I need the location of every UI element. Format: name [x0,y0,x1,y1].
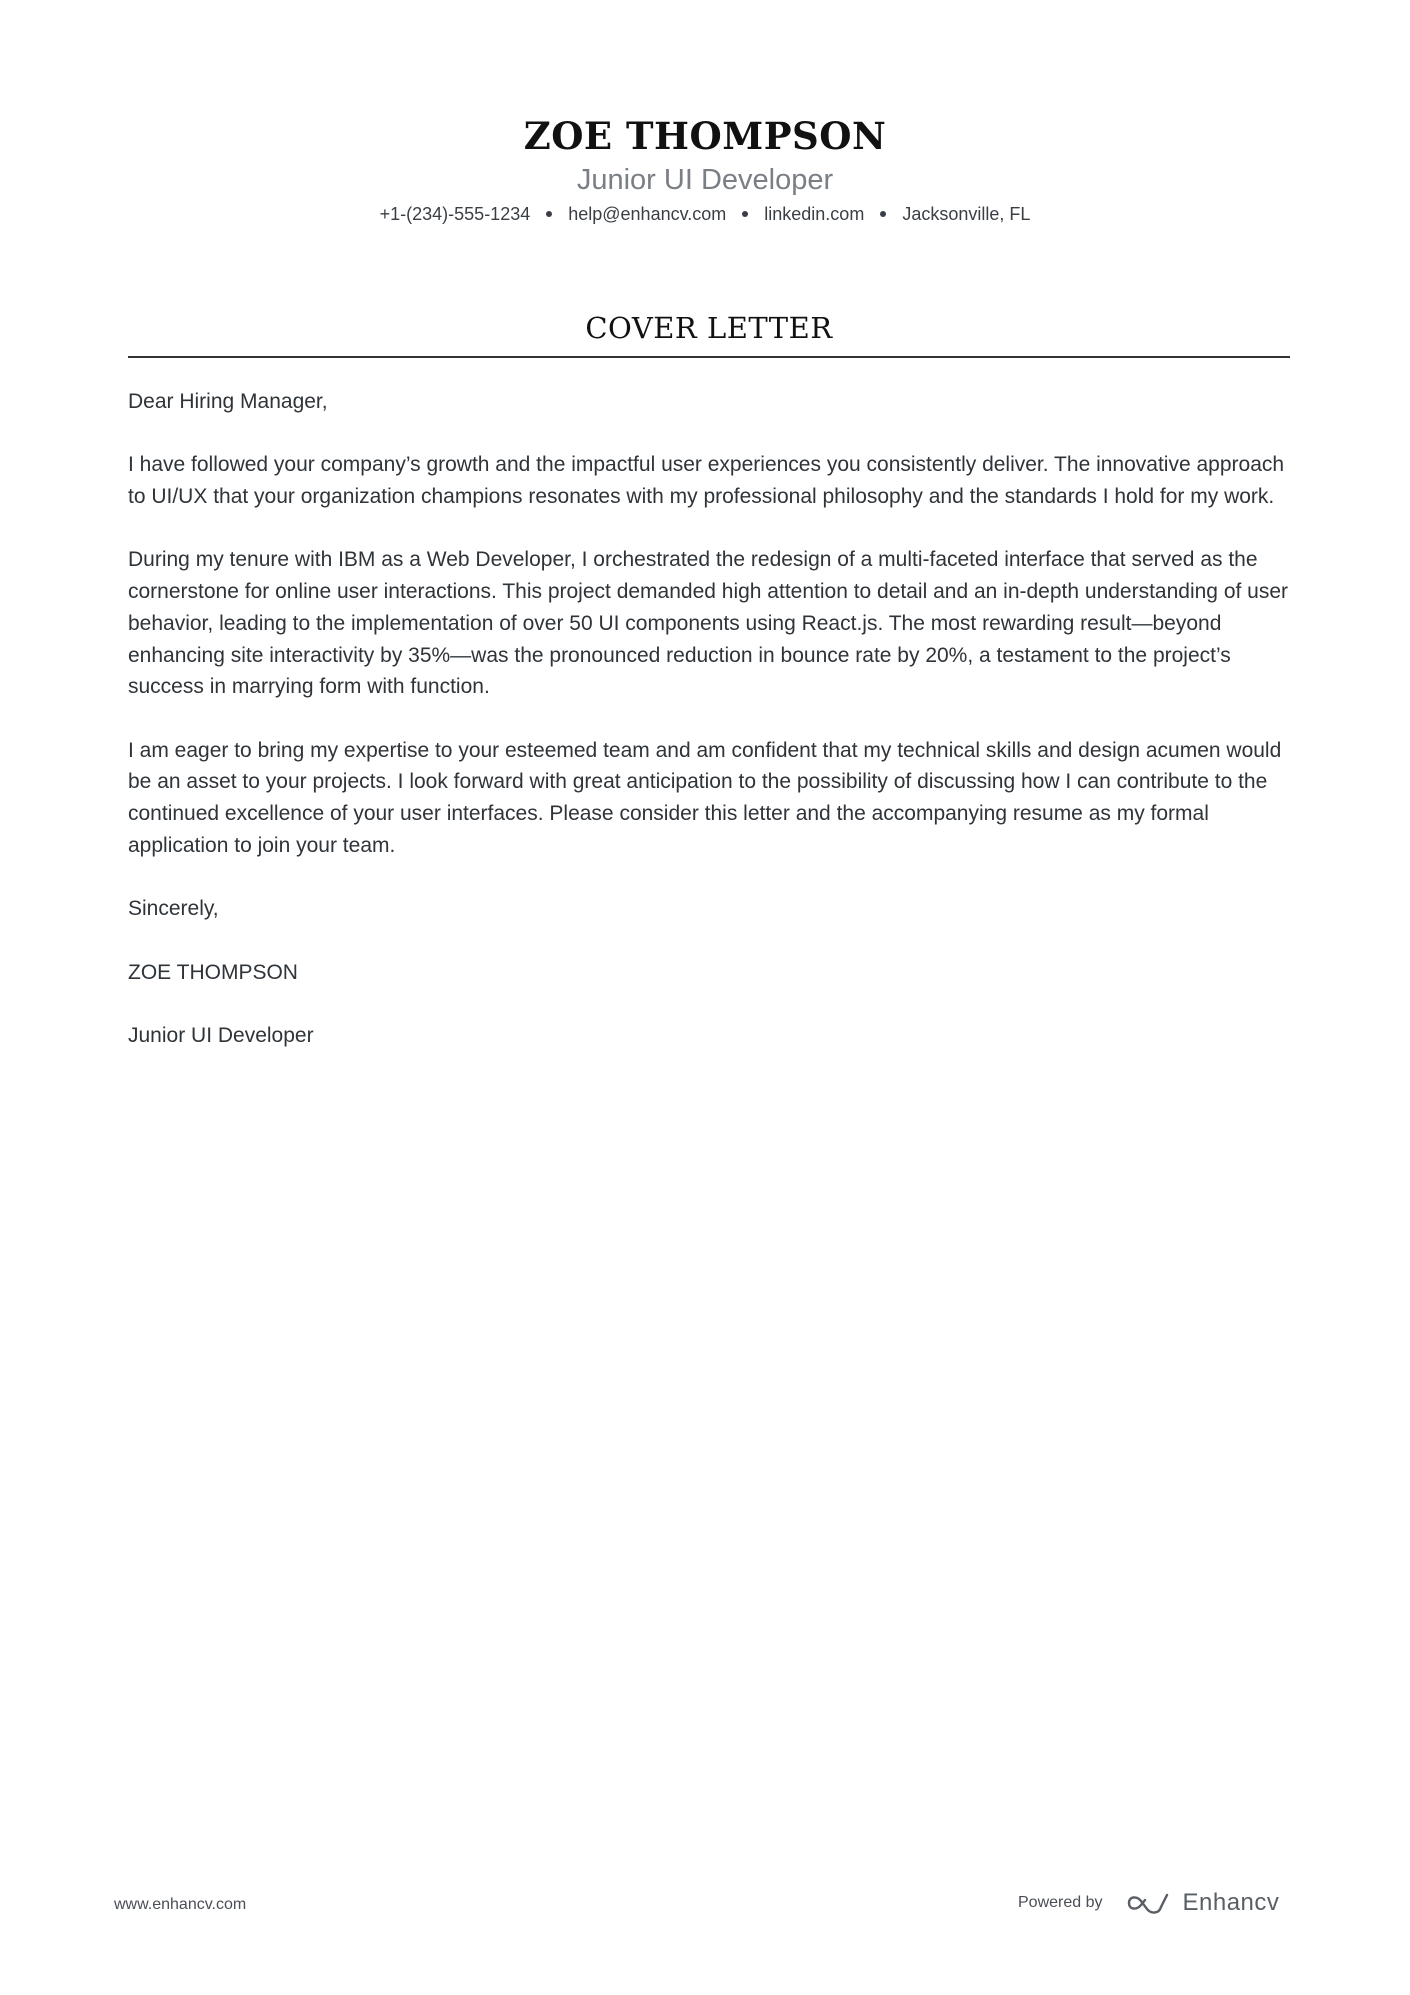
enhancv-logo-icon [1127,1891,1173,1915]
letter-paragraph: During my tenure with IBM as a Web Developer, I orchestrated the redesign of a multi-faceted interface that served as the cornerstone for online user interactions. This project demanded high attention to detail and an in-depth understanding of user behavior, leading to the implementation of over 50 UI components using React.js. The most rewarding result—beyond enhancing site interactivity by 35%—was the pronounced reduction in bounce rate by 20%, a testament to the project’s success in marrying form with function. [128,548,1289,699]
letter-greeting: Dear Hiring Manager, [128,390,328,413]
letter-header [0,112,1410,226]
section-title: COVER LETTER [585,311,833,345]
bullet-separator [742,211,748,217]
applicant-name: ZOE THOMPSON [523,114,887,158]
bullet-separator [880,211,886,217]
contact-linkedin[interactable]: linkedin.com [764,204,865,224]
letter-closing: Sincerely, [128,897,219,921]
brand-name: Enhancv [1182,1889,1280,1916]
contact-line [0,202,1410,226]
letter-body [128,386,1290,1083]
applicant-role: Junior UI Developer [576,164,834,196]
footer-website-link[interactable]: www.enhancv.com [114,1896,247,1913]
contact-phone: +1-(234)-555-1234 [379,204,531,224]
brand-logo [1127,1889,1280,1917]
letter-paragraph: I have followed your company’s growth and the impactful user experiences you consistently deliver. The innovative approach to UI/UX that your organization champions resonates with my professional philosophy and the standards I hold for my work. [128,453,1285,509]
section-divider [128,356,1290,358]
contact-location: Jacksonville, FL [902,204,1031,224]
signature-name: ZOE THOMPSON [128,960,298,984]
bullet-separator [546,211,552,217]
letter-paragraph: I am eager to bring my expertise to your esteemed team and am confident that my technical skills and design acumen would be an asset to your projects. I look forward with great anticipation to the possibility of discussing how I can contribute to the continued excellence of your user interfaces. Please consider this letter and the accompanying resume as my formal application to join your team. [128,738,1282,857]
signature-title: Junior UI Developer [128,1023,314,1047]
powered-by-label: Powered by [1018,1894,1103,1911]
powered-by-badge[interactable] [1018,1889,1279,1917]
contact-email[interactable]: help@enhancv.com [568,204,727,224]
